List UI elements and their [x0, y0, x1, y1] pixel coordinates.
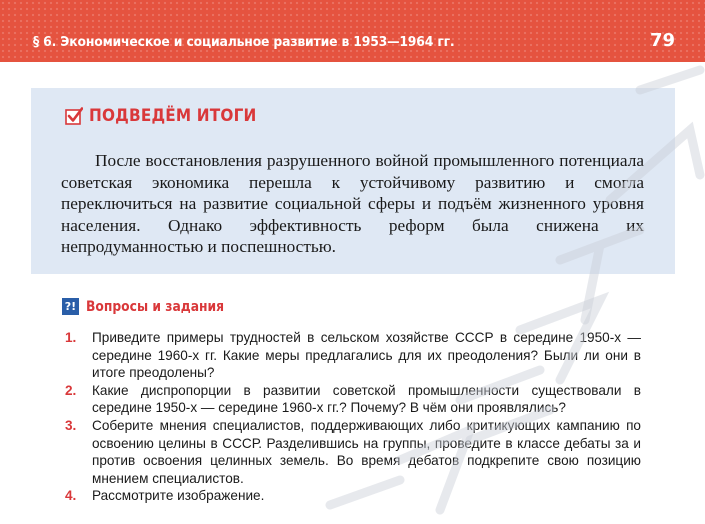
summary-title: ПОДВЕДЁМ ИТОГИ	[89, 106, 257, 126]
question-text: Приведите примеры трудностей в сельском хозяйстве СССР в середине 1950-х — середине 1960-х гг. Какие меры предлагались для их преодоления? Были ли они в итоге преодолены?	[92, 330, 641, 381]
questions-heading	[62, 298, 243, 315]
questions-list	[62, 329, 641, 505]
question-number: 2.	[65, 382, 77, 398]
summary-text: После восстановления разрушенного войной промышленного потенциала советская экономика перешла к устойчивому развитию и смогла переключиться на развитие социальной сферы и подъём жизненного уровня населения. Однако эффективность реформ была снижена их непродуманностью и поспешностью.	[61, 151, 644, 256]
questions-title: Вопросы и задания	[86, 298, 225, 315]
running-header-title: § 6. Экономическое и социальное развитие в 1953—1964 гг.	[33, 34, 455, 50]
question-item	[62, 382, 641, 417]
question-text: Рассмотрите изображение.	[92, 488, 265, 504]
question-item	[62, 329, 641, 382]
question-item	[62, 487, 641, 505]
header-band	[0, 0, 705, 62]
question-exclamation-icon: ?!	[62, 298, 79, 315]
checkmark-icon	[65, 107, 83, 125]
page-number: 79	[649, 30, 675, 51]
question-number: 3.	[65, 417, 77, 433]
summary-heading	[65, 106, 275, 126]
summary-box	[31, 88, 675, 274]
question-text: Соберите мнения специалистов, поддерживающих либо критикующих кампанию по освоению целины в СССР. Разделившись на группы, проведите в классе дебаты за и против освоения целинных земель. Во время дебатов подкрепите свою позицию мнением специалистов.	[92, 417, 641, 486]
question-number: 4.	[65, 488, 77, 504]
question-item	[62, 417, 641, 487]
question-text: Какие диспропорции в развитии советской промышленности существовали в середине 1950-х — середине 1960-х гг.? Почему? В чём они проявлялись?	[92, 382, 641, 416]
question-number: 1.	[65, 330, 77, 345]
